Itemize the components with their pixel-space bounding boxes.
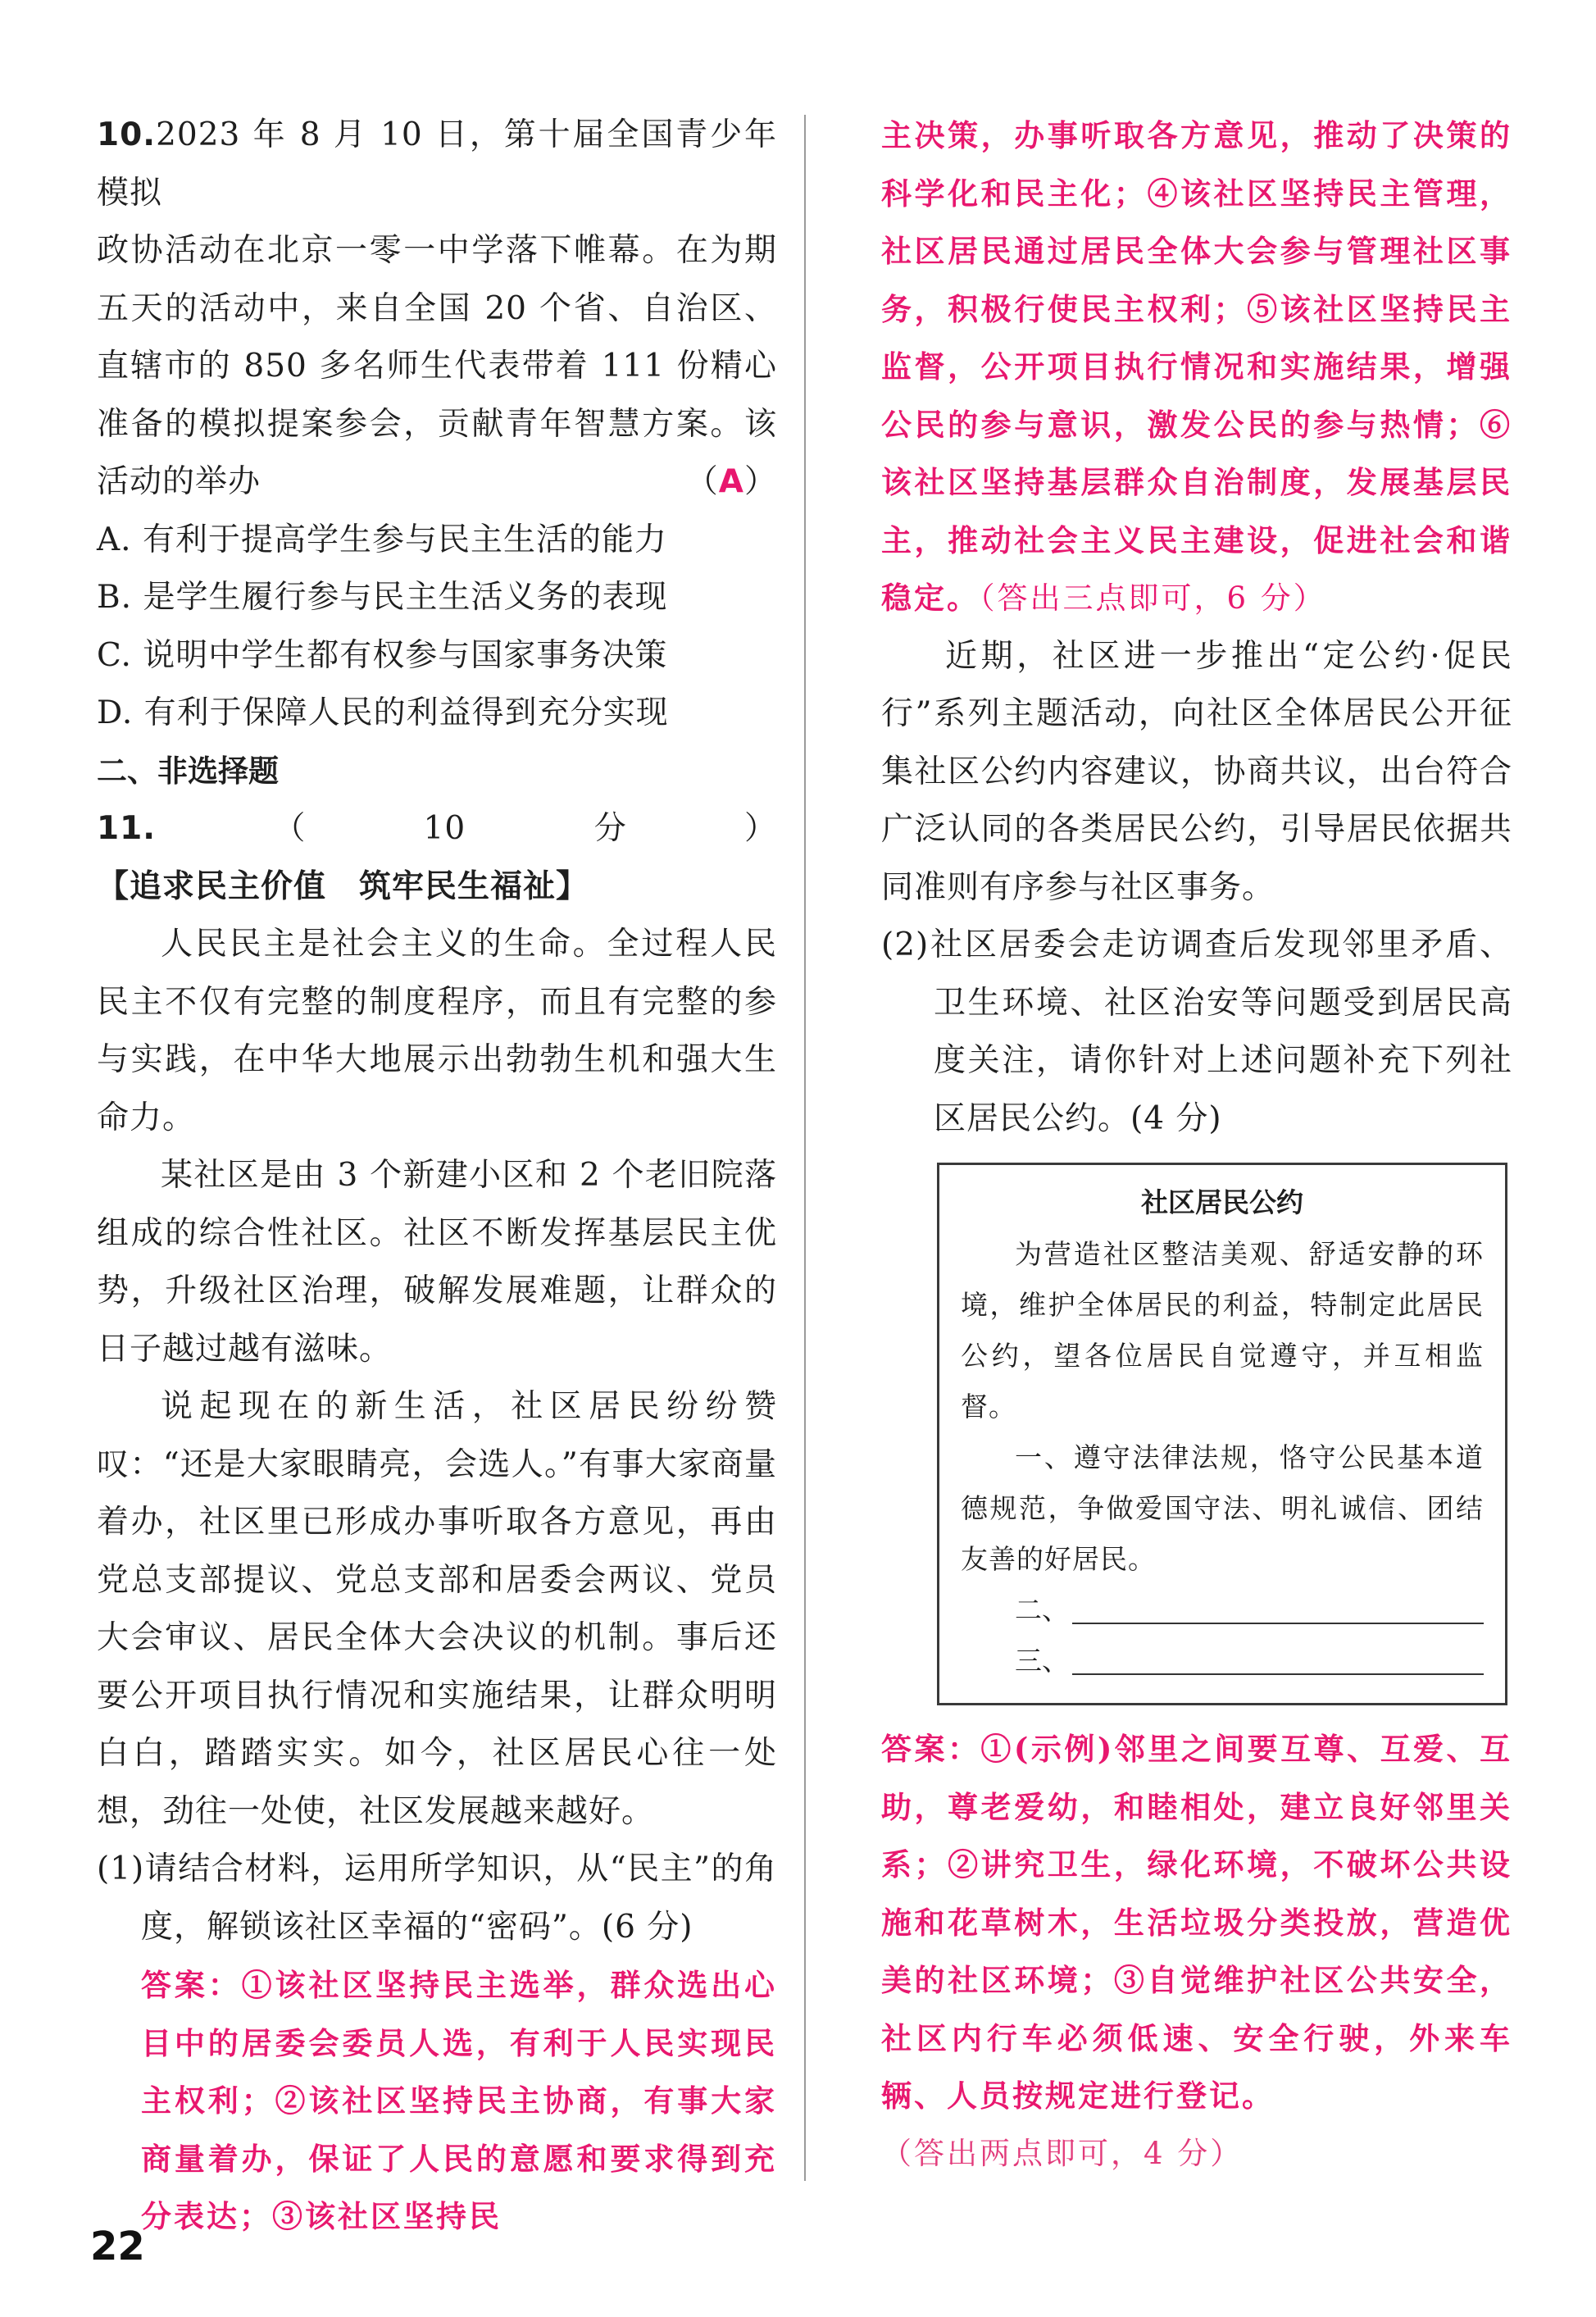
left-column xyxy=(97,107,777,2246)
q11-sub2-answer: 答案：①(示例)邻里之间要互尊、互爱、互助，尊老爱幼，和睦相处，建立良好邻里关系；②讲究卫生，绿化环境，不破坏公共设施和花草树木，生活垃圾分类投放，营造优美的社区环境；③自觉维护社区公共安全，社区内行车必须低速、安全行驶，外来车辆、人员按规定进行登记。 xyxy=(881,1731,1512,2114)
section-title: 二、非选择题 xyxy=(97,753,279,789)
q11-sub2-question: (2)社区居委会走访调查后发现邻里矛盾、卫生环境、社区治安等问题受到居民高度关注，请你针对上述问题补充下列社区居民公约。(4 分) xyxy=(881,926,1512,1137)
q11-material-2: 近期，社区进一步推出“定公约·促民行”系列主题活动，向社区全体居民公开征集社区公约内容建议，协商共议，出台符合广泛认同的各类居民公约，引导居民依据共同准则有序参与社区事务。 xyxy=(881,637,1512,906)
q11-sub1-answer-part1: 答案：①该社区坚持民主选举，群众选出心目中的居委会委员人选，有利于人民实现民主权利；②该社区坚持民主协商，有事大家商量着办，保证了人民的意愿和要求得到充分表达；③该社区坚持民 xyxy=(141,1967,777,2234)
column-divider xyxy=(804,115,806,2181)
q10-stem: 政协活动在北京一零一中学落下帷幕。在为期五天的活动中，来自全国 20 个省、自治区、直辖市的 850 多名师生代表带着 111 份精心准备的模拟提案参会，贡献青年智慧方案。该活动的举办 （A） xyxy=(97,222,777,512)
q10-answer: A xyxy=(718,463,744,500)
q11-sub2-answer-note: （答出两点即可，4 分） xyxy=(881,2135,1244,2171)
q11-title: 【追求民主价值 筑牢民生福祉】 xyxy=(97,867,589,905)
q11-paragraph-3: 说起现在的新生活，社区居民纷纷赞叹：“还是大家眼睛亮，会选人。”有事大家商量着办，社区里已形成办事听取各方意见，再由党总支部提议、党总支部和居委会两议、党员大会审议、居民全体大会决议的机制。事后还要公开项目执行情况和实施结果，让群众明明白白，踏踏实实。如今，社区居民心往一处想，劲往一处使，社区发展越来越好。 xyxy=(97,1388,777,1830)
q11-paragraph-2: 某社区是由 3 个新建小区和 2 个老旧院落组成的综合性社区。社区不断发挥基层民主优势，升级社区治理，破解发展难题，让群众的日子越过越有滋味。 xyxy=(97,1157,777,1368)
convention-item-1: 一、遵守法律法规，恪守公民基本道德规范，争做爱国守法、明礼诚信、团结友善的好居民。 xyxy=(961,1441,1484,1575)
q10-stem-first: 10.2023 年 8 月 10 日，第十届全国青少年模拟 xyxy=(97,116,777,212)
convention-item-2-blank[interactable]: 二、 xyxy=(961,1585,1484,1636)
convention-title: 社区居民公约 xyxy=(1141,1186,1303,1218)
q11-header xyxy=(97,800,777,916)
q10-option-b: B. 是学生履行参与民主生活义务的表现 xyxy=(97,579,668,616)
convention-intro: 为营造社区整洁美观、舒适安静的环境，维护全体居民的利益，特制定此居民公约，望各位居民自觉遵守，并互相监督。 xyxy=(961,1238,1484,1423)
q10-option-a: A. 有利于提高学生参与民主生活的能力 xyxy=(97,521,667,558)
q11-sub1-answer-note: （答出三点即可，6 分） xyxy=(980,580,1326,616)
q10-number: 10. xyxy=(97,116,157,153)
convention-item-3-blank[interactable]: 三、 xyxy=(961,1636,1484,1687)
q11-paragraph-1: 人民民主是社会主义的生命。全过程人民民主不仅有完整的制度程序，而且有完整的参与实践，在中华大地展示出勃勃生机和强大生命力。 xyxy=(97,926,777,1136)
q11-sub1-answer-part2: 主决策，办事听取各方意见，推动了决策的科学化和民主化；④该社区坚持民主管理，社区居民通过居民全体大会参与管理社区事务，积极行使民主权利；⑤该社区坚持民主监督，公开项目执行情况和实施结果，增强公民的参与意识，激发公民的参与热情；⑥该社区坚持基层群众自治制度，发展基层民主，推动社会主义民主建设，促进社会和谐稳定。（答出三点即可，6 分） xyxy=(881,117,1512,616)
q11-score: （10 分） xyxy=(156,810,777,847)
q10-answer-bracket: （A） xyxy=(685,463,777,500)
q11-number: 11. xyxy=(97,810,157,847)
q10-option-d: D. 有利于保障人民的利益得到充分实现 xyxy=(97,694,669,731)
q10-option-c: C. 说明中学生都有权参与国家事务决策 xyxy=(97,636,668,674)
q11-sub1-question: (1)请结合材料，运用所学知识，从“民主”的角度，解锁该社区幸福的“密码”。(6 分) xyxy=(97,1850,777,1946)
convention-box xyxy=(937,1163,1507,1705)
right-column xyxy=(881,107,1512,2183)
page-number: 22 xyxy=(90,2224,145,2269)
